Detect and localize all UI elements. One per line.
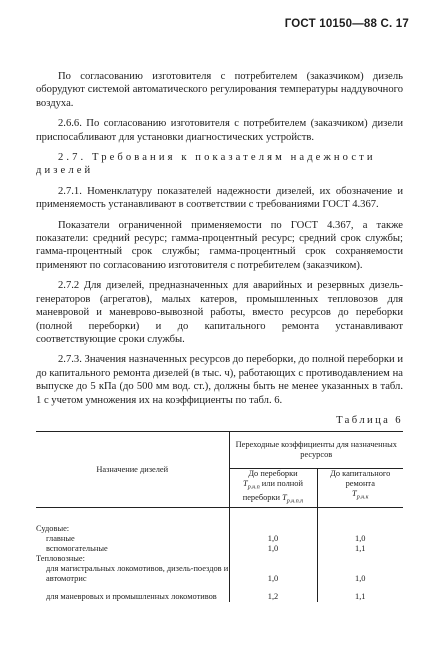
- symbol-t: $Т_{р.н.к}$: [352, 489, 369, 502]
- table-caption: Таблица 6: [336, 414, 403, 426]
- table-header-row: [36, 432, 403, 469]
- document-body: [36, 70, 403, 602]
- row-value: 1,0: [229, 534, 317, 544]
- paragraph: 2.7.2 Для дизелей, предназначенных для аварийных и резервных дизель-генераторов (агрегатов), малых катеров, промышленных тепловозов для маневровой и маневрово-вывозной работы, вместо ресурсов до переборки (полной переборки) и до капитального ремонта устанавливают соответствующие сроки службы.: [36, 280, 403, 345]
- row-value: 1,1: [355, 591, 366, 601]
- table-row: [36, 544, 403, 554]
- header-text: ремонта: [345, 479, 375, 489]
- header-text: переборки: [242, 493, 281, 503]
- column-header-purpose: Назначение дизелей: [36, 432, 229, 507]
- group-title: Тепловозные:: [36, 554, 229, 564]
- table-row: [36, 534, 403, 544]
- row-value: 1,2: [229, 592, 317, 602]
- row-value: 1,0: [229, 564, 317, 584]
- paragraph: 2.7.3. Значения назначенных ресурсов до переборки, до полной переборки и до капитального ремонта дизелей (в тыс. ч), работающих с противодавлением на выпуске до 5 кПа (до 500 мм вод. ст.), должны быть не менее указанных в табл. 1 с учетом умножения их на коэффициенты по табл. 6.: [36, 354, 403, 406]
- column-header-capital-repair: [317, 469, 403, 507]
- symbol-t: $Т_{р.н.п.п}$: [282, 493, 304, 505]
- header-text: До капитального: [330, 469, 391, 479]
- group-title: Судовые:: [36, 507, 229, 534]
- row-name: для магистральных локомотивов, дизель-поездов и автомотрис: [36, 564, 229, 584]
- table-group-row: [36, 507, 403, 534]
- paragraph: По согласованию изготовителя с потребителем (заказчиком) дизель оборудуют системой автоматического регулирования температуры наддувочного воздуха.: [36, 71, 403, 109]
- row-value: 1,0: [229, 544, 317, 554]
- column-header-group: Переходные коэффициенты для назначенных ресурсов: [229, 432, 403, 469]
- table-row: [36, 592, 403, 602]
- header-text: До переборки: [248, 469, 298, 479]
- symbol-t: $Т_{р.н.п}$: [243, 479, 260, 492]
- paragraph: Показатели ограниченной применяемости по ГОСТ 4.367, а также показатели: средний ресурс; гамма-процентный ресурс; средний срок службы; гамма-процентный срок службы; гамма-процентный срок сохраняемости применяют по согласованию изготовителя с потребителем (заказчиком).: [36, 219, 403, 271]
- section-heading: 2.7. Требования к показателям надежности дизелей: [36, 152, 376, 177]
- row-name: главные: [36, 534, 229, 544]
- row-value: 1,1: [355, 543, 366, 553]
- paragraph: 2.7.1. Номенклатуру показателей надежности дизелей, их обозначение и применяемость устанавливают в соответствии с требованиями ГОСТ 4.367.: [36, 185, 403, 211]
- paragraph: 2.6.6. По согласованию изготовителя с потребителем (заказчиком) дизели приспосабливают для установки диагностических устройств.: [36, 118, 403, 143]
- page-header: ГОСТ 10150—88 С. 17: [284, 18, 409, 30]
- column-header-overhaul: [229, 469, 317, 507]
- row-value: 1,0: [355, 533, 366, 543]
- table-row: [36, 564, 403, 584]
- row-value: 1,0: [355, 573, 366, 583]
- table-group-row: [36, 554, 403, 564]
- header-text: или полной: [261, 479, 303, 489]
- row-name: вспомогательные: [36, 544, 229, 554]
- coefficients-table: [36, 431, 403, 601]
- row-name: для маневровых и промышленных локомотивов: [36, 592, 229, 602]
